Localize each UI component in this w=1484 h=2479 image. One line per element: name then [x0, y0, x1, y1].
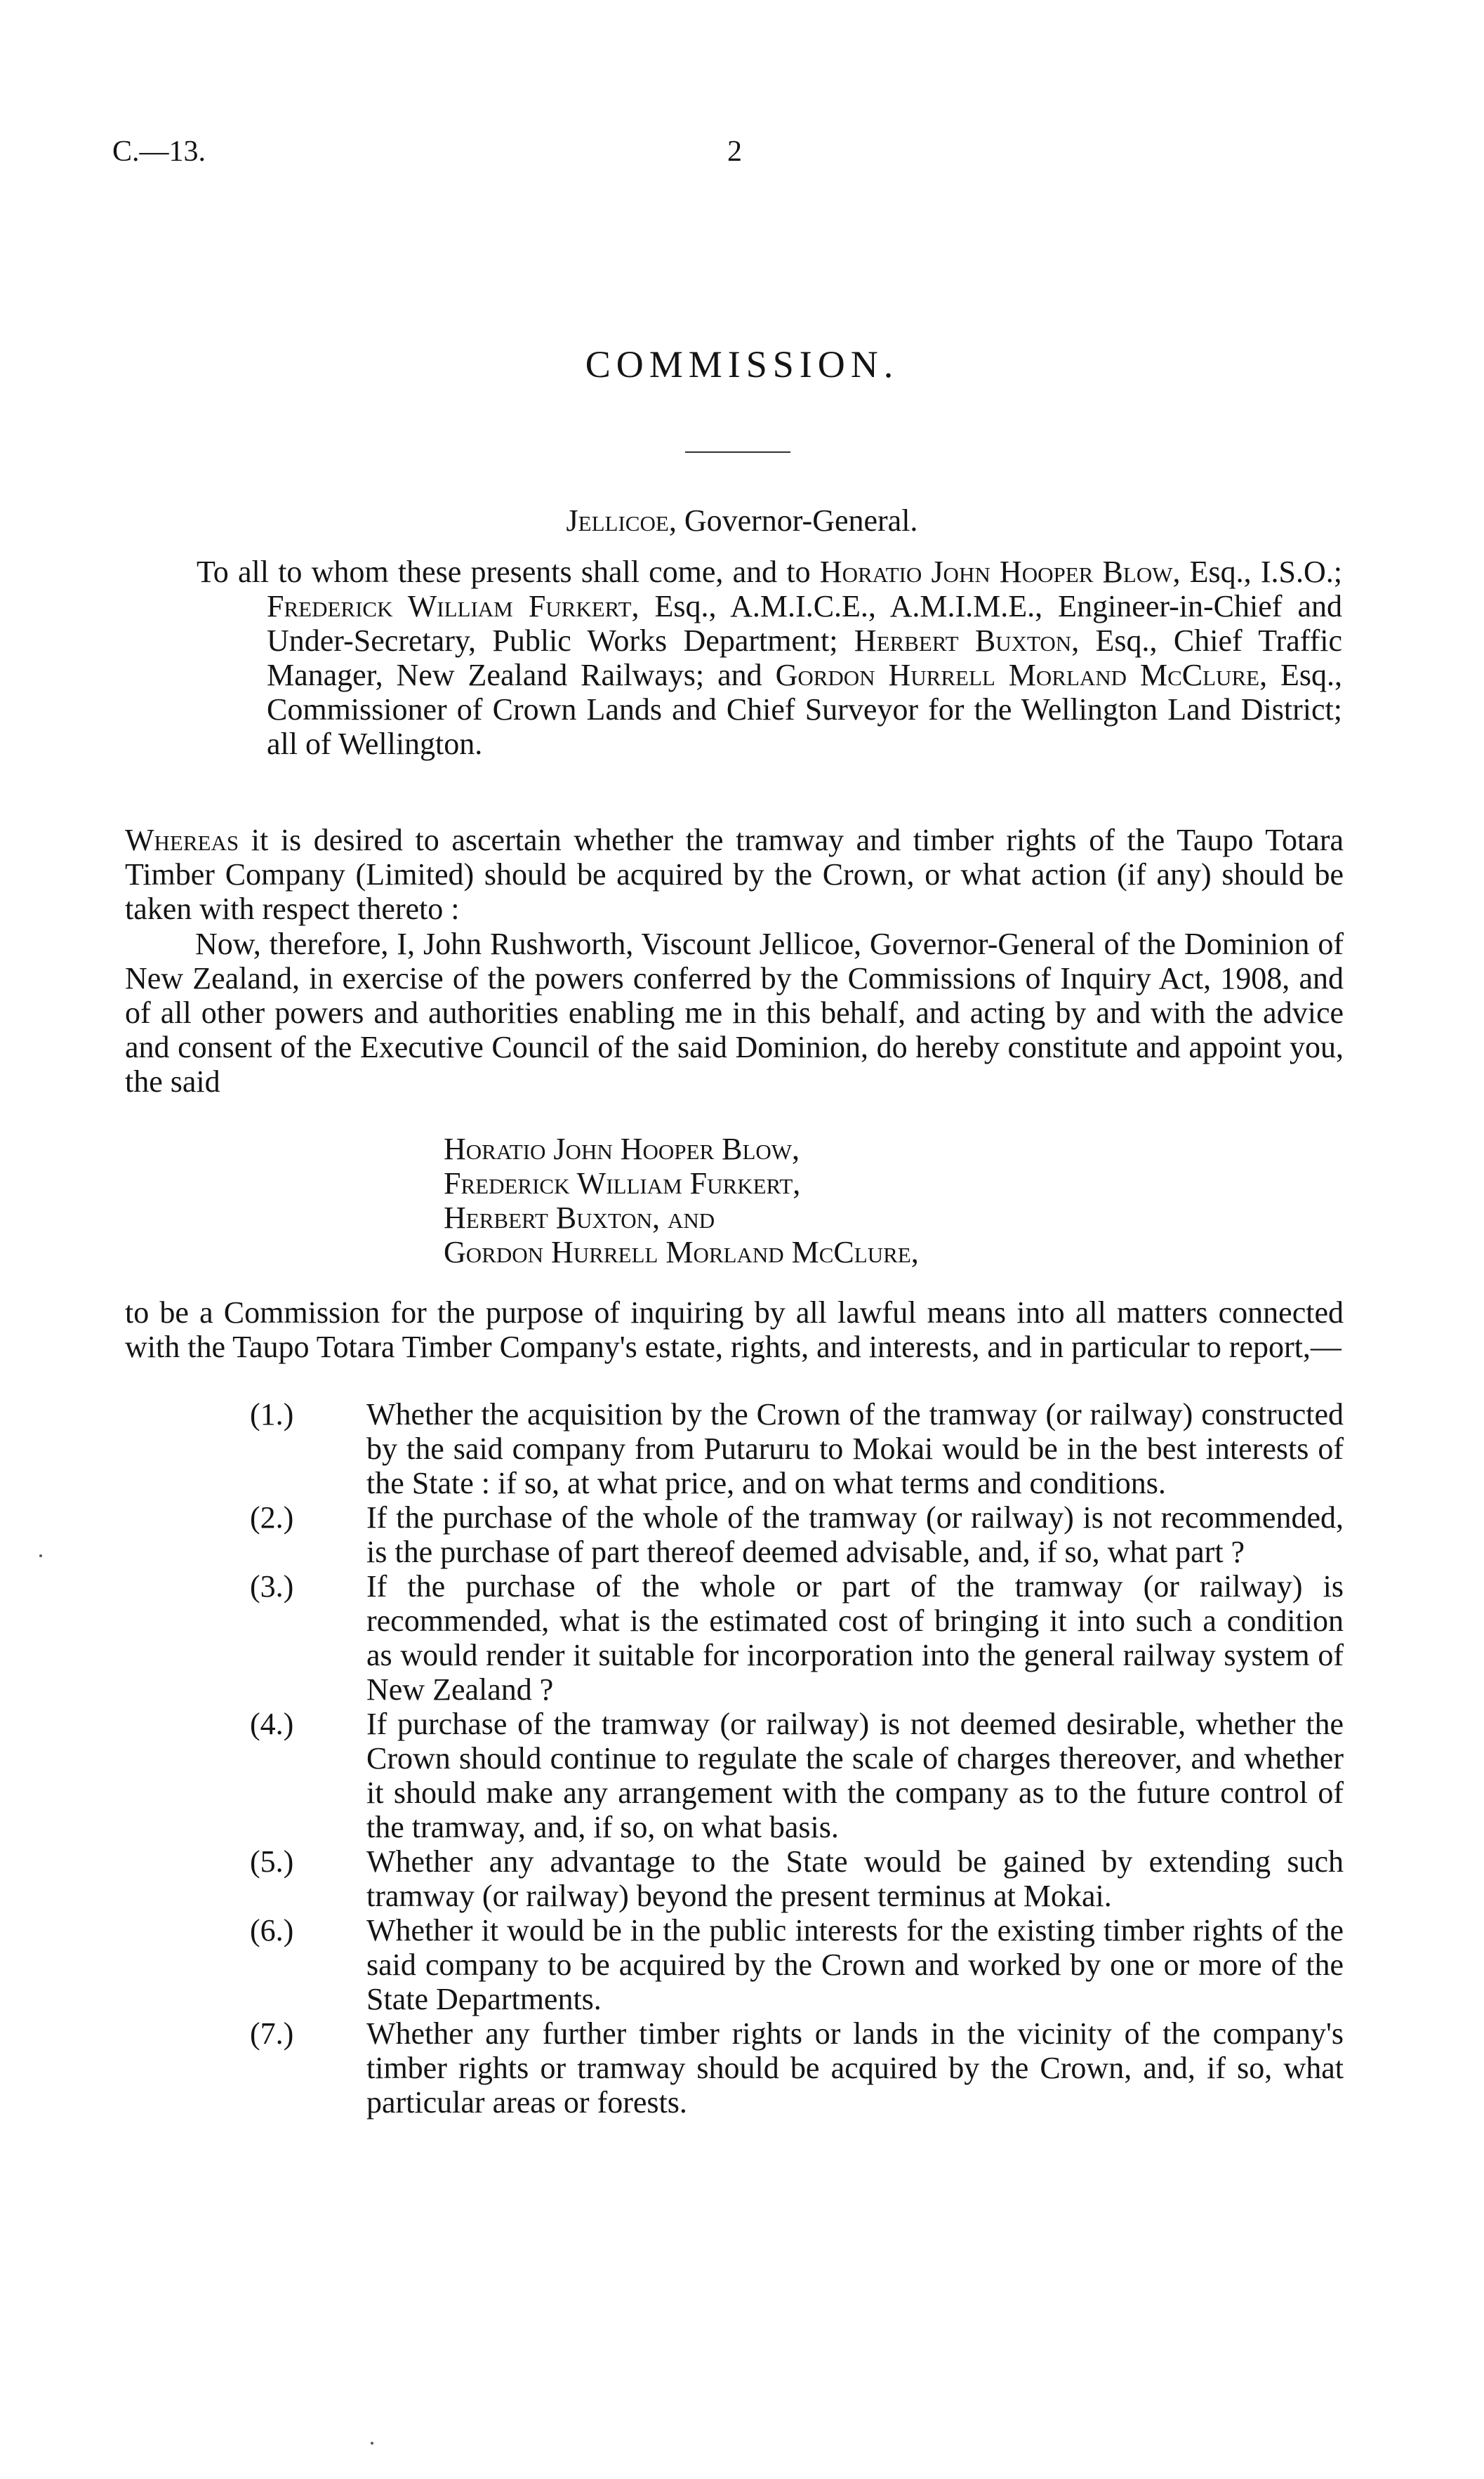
- item-text: If the purchase of the whole of the tramway (or railway) is not recommended, is the purchase of part thereof deemed advisable, and, if so, what part ?: [366, 1500, 1344, 1569]
- item-number: (3.): [250, 1569, 294, 1604]
- governor-signature-line: [0, 503, 1484, 538]
- inquiry-item: [250, 1397, 1344, 1500]
- item-number: (7.): [250, 2016, 294, 2051]
- addressee-details: , Esq., I.S.O.;: [1172, 555, 1343, 589]
- item-number: (2.): [250, 1500, 294, 1535]
- item-text: If purchase of the tramway (or railway) is not deemed desirable, whether the Crown should continue to regulate the scale of charges thereover, and whether it should make any arrangement with the company as to the future control of the tramway, and, if so, on what basis.: [366, 1707, 1344, 1844]
- scan-speck: [371, 2442, 373, 2445]
- inquiry-item: [250, 1844, 1344, 1913]
- governor-title: , Governor-General.: [668, 503, 918, 538]
- addressees-intro: To all to whom these presents shall come, and to: [197, 555, 820, 589]
- item-text: Whether any further timber rights or lands in the vicinity of the company's timber rights or tramway should be acquired by the Crown, and, if so, what particular areas or forests.: [366, 2016, 1344, 2120]
- item-number: (1.): [250, 1397, 294, 1432]
- whereas-paragraph: [125, 823, 1344, 926]
- addressee-name: Herbert Buxton: [854, 623, 1072, 658]
- item-number: (4.): [250, 1707, 294, 1741]
- inquiry-item: [250, 1569, 1344, 1707]
- item-text: Whether it would be in the public interests for the existing timber rights of the said company to be acquired by the Crown and worked by one or more of the State Departments.: [366, 1913, 1344, 2016]
- appointee-name: Gordon Hurrell Morland McClure,: [444, 1235, 919, 1269]
- inquiry-item: [250, 2016, 1344, 2120]
- document-code: C.—13.: [112, 135, 206, 168]
- title-divider: [685, 451, 790, 453]
- addressee-details: , Esq., A.M.I.C.E., A.M.I.M.E., Engineer-in-Chief and Under-Secretary, Public Works Department;: [267, 589, 1342, 658]
- inquiry-item: [250, 1707, 1344, 1844]
- appointee-name: Frederick William Furkert,: [444, 1166, 801, 1201]
- item-number: (6.): [250, 1913, 294, 1948]
- item-number: (5.): [250, 1844, 294, 1879]
- inquiry-item: [250, 1500, 1344, 1569]
- appointees-list: [444, 1132, 919, 1269]
- addressee-name: Frederick William Furkert: [267, 589, 632, 623]
- page-number: 2: [727, 135, 742, 168]
- item-text: Whether the acquisition by the Crown of the tramway (or railway) constructed by the said company from Putaruru to Mokai would be in the best interests of the State : if so, at what price, and on what terms and conditions.: [366, 1397, 1344, 1500]
- addressee-name: Gordon Hurrell Morland McClure: [775, 658, 1260, 692]
- scan-speck: [39, 1554, 42, 1557]
- governor-name: Jellicoe: [566, 503, 669, 538]
- inquiry-items-list: [250, 1397, 1344, 2120]
- addressee-details: , Esq., Chief Traffic Manager, New Zealand Railways; and: [267, 623, 1343, 692]
- addressee-name: Horatio John Hooper Blow: [819, 555, 1173, 589]
- whereas-lead: Whereas: [125, 823, 239, 857]
- item-text: Whether any advantage to the State would be gained by extending such tramway (or railway) beyond the present terminus at Mokai.: [366, 1844, 1344, 1913]
- inquiry-item: [250, 1913, 1344, 2016]
- item-text: If the purchase of the whole or part of the tramway (or railway) is recommended, what is the estimated cost of bringing it into such a condition as would render it suitable for incorporation into the general railway system of New Zealand ?: [366, 1569, 1344, 1707]
- now-therefore-paragraph: Now, therefore, I, John Rushworth, Viscount Jellicoe, Governor-General of the Dominion of New Zealand, in exercise of the powers conferred by the Commissions of Inquiry Act, 1908, and of all other powers and authorities enabling me in this behalf, and acting by and with the advice and consent of the Executive Council of the said Dominion, do hereby constitute and appoint you, the said: [125, 927, 1344, 1099]
- purpose-paragraph: to be a Commission for the purpose of inquiring by all lawful means into all matters connected with the Taupo Totara Timber Company's estate, rights, and interests, and in particular to report,—: [125, 1295, 1344, 1364]
- addressees-paragraph: [197, 555, 1342, 761]
- addressee-details: , Esq., Commissioner of Crown Lands and Chief Surveyor for the Wellington Land District; all of Wellington.: [267, 658, 1342, 761]
- appointee-name: Horatio John Hooper Blow,: [444, 1132, 800, 1166]
- whereas-text: it is desired to ascertain whether the tramway and timber rights of the Taupo Totara Timber Company (Limited) should be acquired by the Crown, or what action (if any) should be taken with respect thereto :: [125, 823, 1344, 926]
- page-title: COMMISSION.: [585, 343, 899, 385]
- appointee-name: Herbert Buxton, and: [444, 1201, 715, 1235]
